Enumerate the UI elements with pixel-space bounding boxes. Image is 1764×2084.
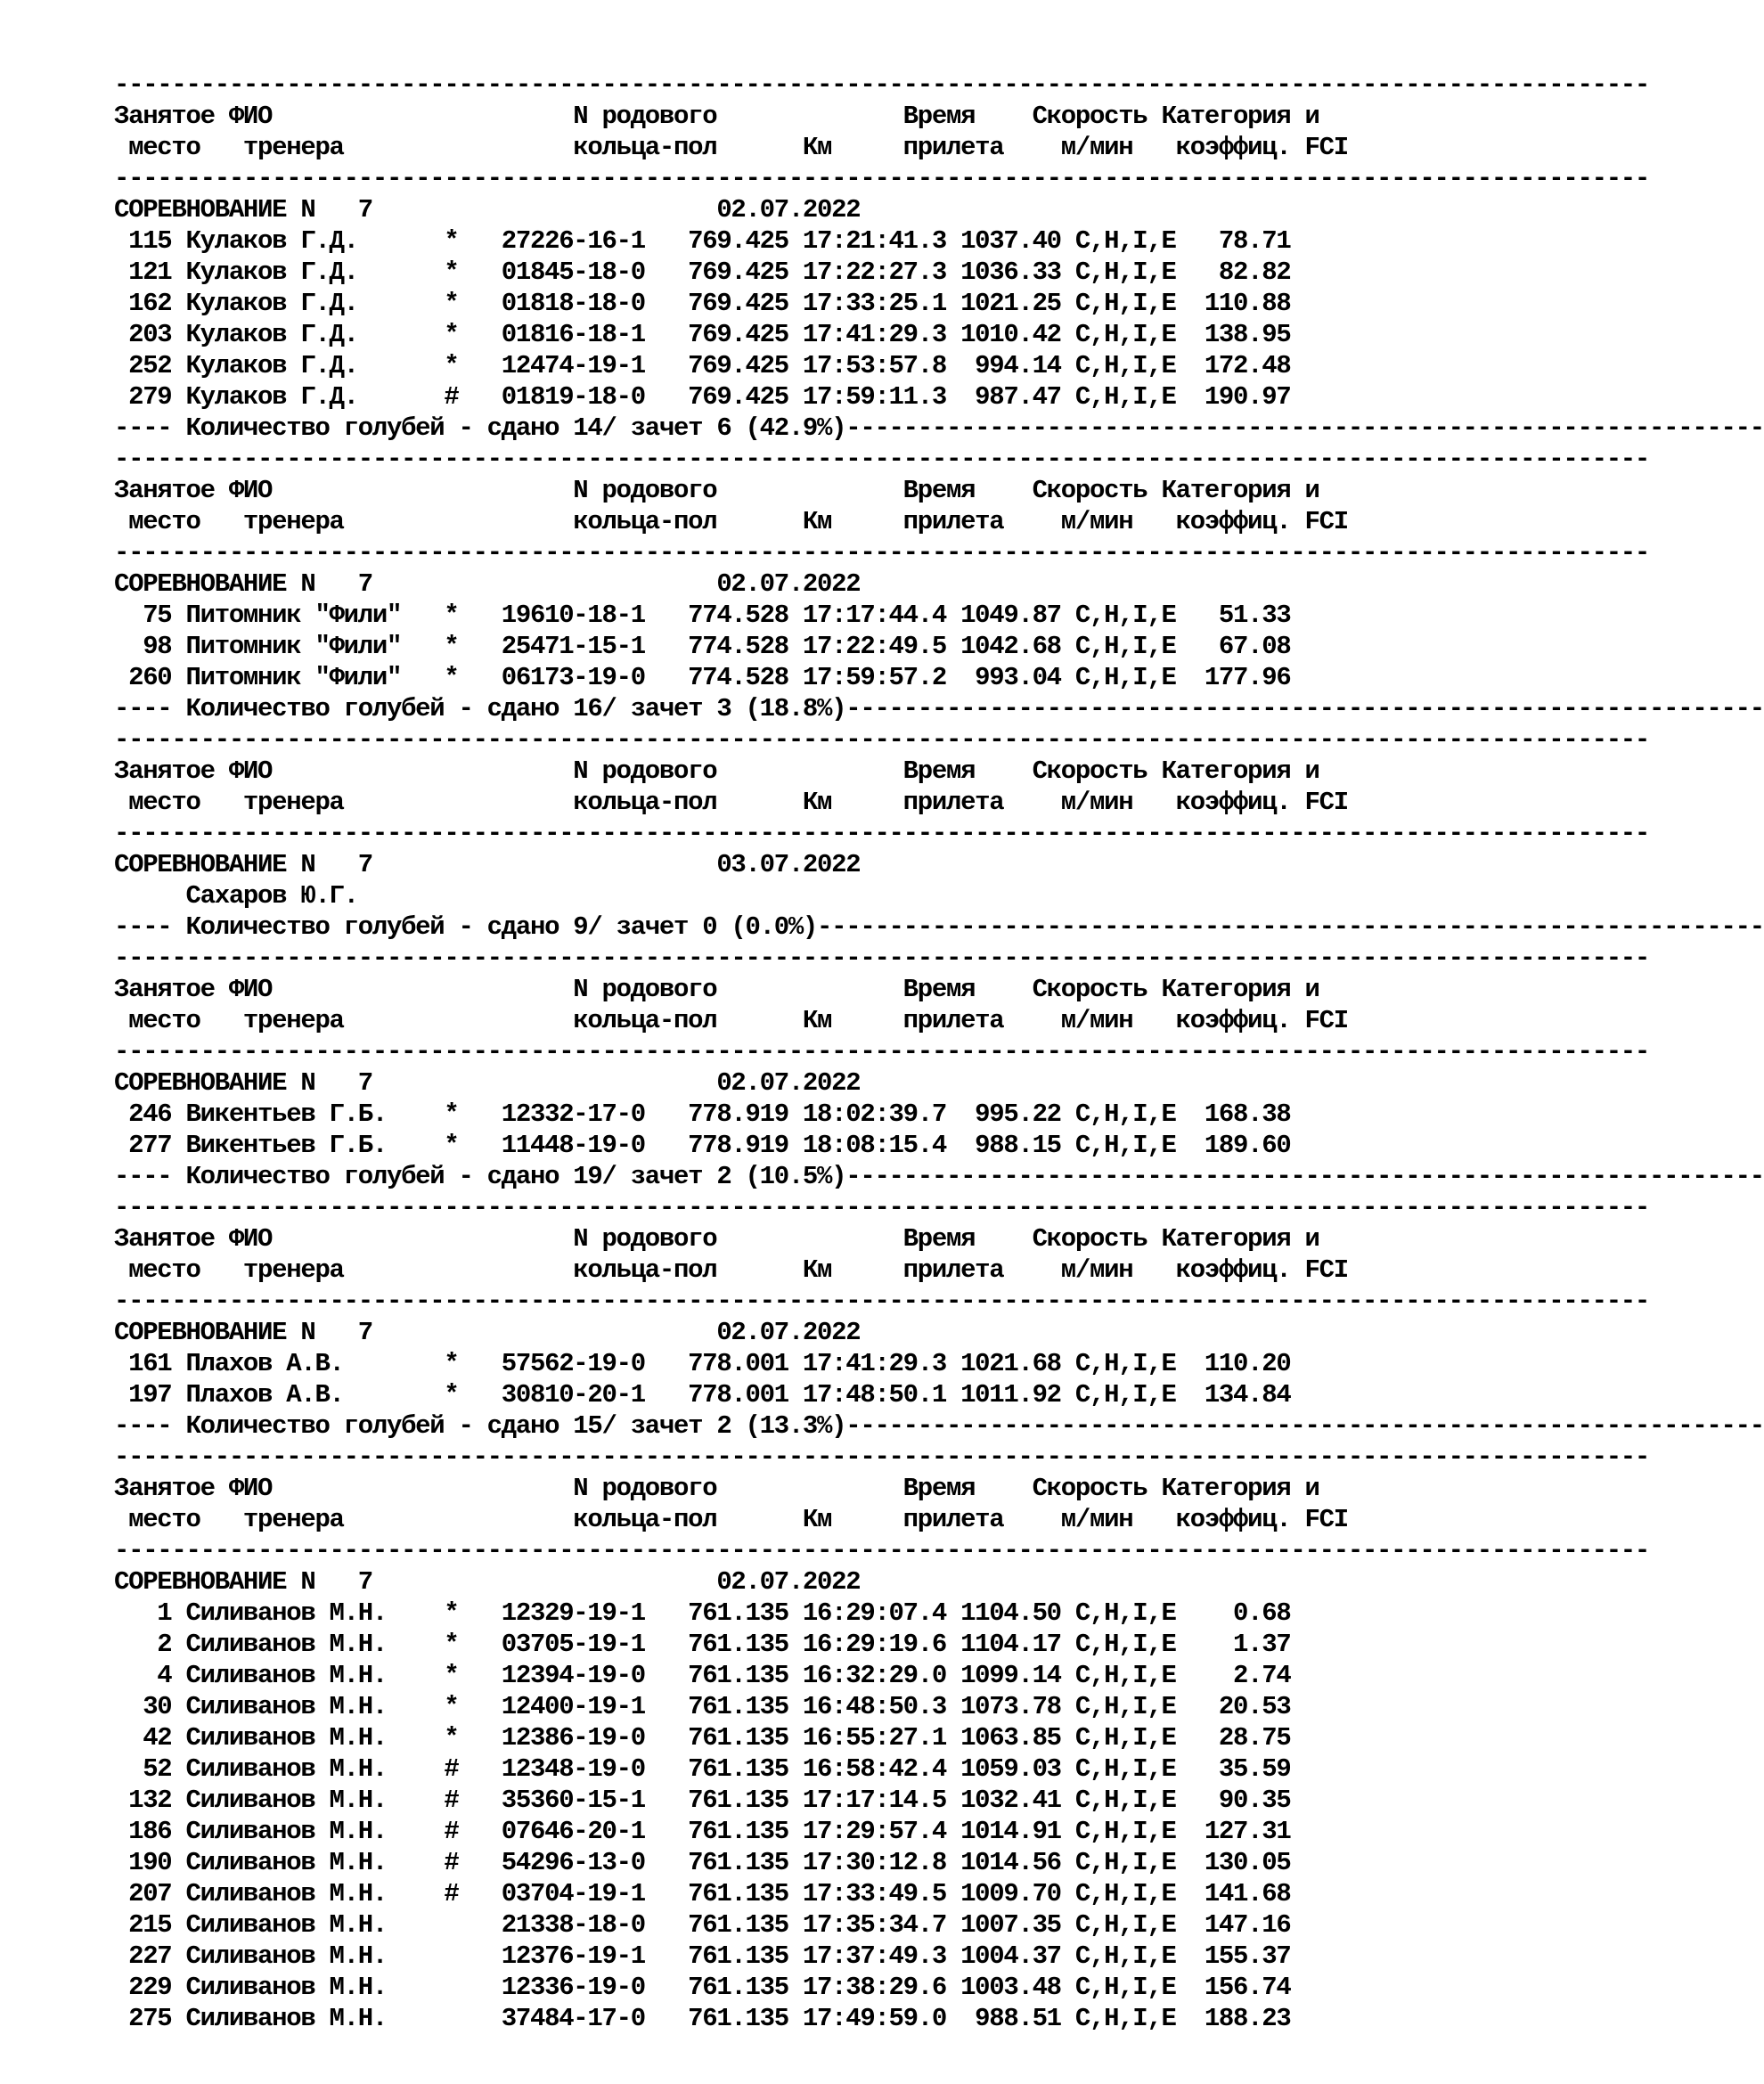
competition-heading: СОРЕВНОВАНИЕ N 7 02.07.2022	[114, 569, 861, 599]
section-summary: ---- Количество голубей - сдано 9/ зачет 0 (0.0%)------------------------------------------------------------------	[114, 912, 1764, 942]
fancier-name-line: Сахаров Ю.Г.	[114, 881, 358, 911]
competition-heading: СОРЕВНОВАНИЕ N 7 03.07.2022	[114, 850, 861, 879]
result-row: 186 Силиванов М.Н. # 07646-20-1 761.135 17:29:57.4 1014.91 C,H,I,E 127.31	[114, 1817, 1291, 1846]
separator-line: -----------------------------------------------------------------------------------------------------------	[114, 445, 1650, 474]
separator-line: -----------------------------------------------------------------------------------------------------------	[114, 164, 1650, 193]
result-row: 252 Кулаков Г.Д. * 12474-19-1 769.425 17:53:57.8 994.14 C,H,I,E 172.48	[114, 351, 1291, 380]
separator-line: -----------------------------------------------------------------------------------------------------------	[114, 725, 1650, 755]
column-header-line-1: Занятое ФИО N родового Время Скорость Категория и	[114, 476, 1319, 505]
separator-line: -----------------------------------------------------------------------------------------------------------	[114, 944, 1650, 973]
result-row: 161 Плахов А.В. * 57562-19-0 778.001 17:41:29.3 1021.68 C,H,I,E 110.20	[114, 1349, 1291, 1378]
separator-line: -----------------------------------------------------------------------------------------------------------	[114, 538, 1650, 568]
result-row: 162 Кулаков Г.Д. * 01818-18-0 769.425 17:33:25.1 1021.25 C,H,I,E 110.88	[114, 289, 1291, 318]
separator-line: -----------------------------------------------------------------------------------------------------------	[114, 70, 1650, 100]
column-header-line-2: место тренера кольца-пол Км прилета м/мин коэффиц. FCI	[114, 788, 1348, 817]
result-row: 279 Кулаков Г.Д. # 01819-18-0 769.425 17:59:11.3 987.47 C,H,I,E 190.97	[114, 382, 1291, 412]
column-header-line-2: место тренера кольца-пол Км прилета м/мин коэффиц. FCI	[114, 1505, 1348, 1534]
result-row: 132 Силиванов М.Н. # 35360-15-1 761.135 17:17:14.5 1032.41 C,H,I,E 90.35	[114, 1786, 1291, 1815]
column-header-line-1: Занятое ФИО N родового Время Скорость Категория и	[114, 756, 1319, 786]
section-summary: ---- Количество голубей - сдано 16/ зачет 3 (18.8%)----------------------------------------------------------------	[114, 694, 1764, 723]
result-row: 207 Силиванов М.Н. # 03704-19-1 761.135 17:33:49.5 1009.70 C,H,I,E 141.68	[114, 1879, 1291, 1908]
column-header-line-2: место тренера кольца-пол Км прилета м/мин коэффиц. FCI	[114, 1255, 1348, 1285]
competition-heading: СОРЕВНОВАНИЕ N 7 02.07.2022	[114, 1068, 861, 1098]
column-header-line-2: место тренера кольца-пол Км прилета м/мин коэффиц. FCI	[114, 507, 1348, 536]
result-row: 260 Питомник "Фили" * 06173-19-0 774.528 17:59:57.2 993.04 C,H,I,E 177.96	[114, 663, 1291, 692]
results-document	[114, 69, 1764, 2034]
column-header-line-1: Занятое ФИО N родового Время Скорость Категория и	[114, 1224, 1319, 1254]
column-header-line-2: место тренера кольца-пол Км прилета м/мин коэффиц. FCI	[114, 133, 1348, 162]
result-row: 190 Силиванов М.Н. # 54296-13-0 761.135 17:30:12.8 1014.56 C,H,I,E 130.05	[114, 1848, 1291, 1877]
separator-line: -----------------------------------------------------------------------------------------------------------	[114, 819, 1650, 848]
result-row: 229 Силиванов М.Н. 12336-19-0 761.135 17:38:29.6 1003.48 C,H,I,E 156.74	[114, 1973, 1291, 2002]
result-row: 4 Силиванов М.Н. * 12394-19-0 761.135 16:32:29.0 1099.14 C,H,I,E 2.74	[114, 1661, 1291, 1690]
result-row: 277 Викентьев Г.Б. * 11448-19-0 778.919 18:08:15.4 988.15 C,H,I,E 189.60	[114, 1131, 1291, 1160]
column-header-line-2: место тренера кольца-пол Км прилета м/мин коэффиц. FCI	[114, 1006, 1348, 1035]
section-summary: ---- Количество голубей - сдано 19/ зачет 2 (10.5%)----------------------------------------------------------------	[114, 1162, 1764, 1191]
result-row: 215 Силиванов М.Н. 21338-18-0 761.135 17:35:34.7 1007.35 C,H,I,E 147.16	[114, 1910, 1291, 1940]
result-row: 2 Силиванов М.Н. * 03705-19-1 761.135 16:29:19.6 1104.17 C,H,I,E 1.37	[114, 1630, 1291, 1659]
result-row: 42 Силиванов М.Н. * 12386-19-0 761.135 16:55:27.1 1063.85 C,H,I,E 28.75	[114, 1723, 1291, 1753]
column-header-line-1: Занятое ФИО N родового Время Скорость Категория и	[114, 1474, 1319, 1503]
separator-line: -----------------------------------------------------------------------------------------------------------	[114, 1037, 1650, 1067]
result-row: 197 Плахов А.В. * 30810-20-1 778.001 17:48:50.1 1011.92 C,H,I,E 134.84	[114, 1380, 1291, 1410]
competition-heading: СОРЕВНОВАНИЕ N 7 02.07.2022	[114, 195, 861, 225]
section-summary: ---- Количество голубей - сдано 14/ зачет 6 (42.9%)----------------------------------------------------------------	[114, 413, 1764, 443]
result-row: 52 Силиванов М.Н. # 12348-19-0 761.135 16:58:42.4 1059.03 C,H,I,E 35.59	[114, 1754, 1291, 1784]
separator-line: -----------------------------------------------------------------------------------------------------------	[114, 1193, 1650, 1222]
separator-line: -----------------------------------------------------------------------------------------------------------	[114, 1536, 1650, 1565]
separator-line: -----------------------------------------------------------------------------------------------------------	[114, 1287, 1650, 1316]
result-row: 30 Силиванов М.Н. * 12400-19-1 761.135 16:48:50.3 1073.78 C,H,I,E 20.53	[114, 1692, 1291, 1721]
result-row: 115 Кулаков Г.Д. * 27226-16-1 769.425 17:21:41.3 1037.40 C,H,I,E 78.71	[114, 226, 1291, 256]
column-header-line-1: Занятое ФИО N родового Время Скорость Категория и	[114, 102, 1319, 131]
result-row: 75 Питомник "Фили" * 19610-18-1 774.528 17:17:44.4 1049.87 C,H,I,E 51.33	[114, 601, 1291, 630]
result-row: 227 Силиванов М.Н. 12376-19-1 761.135 17:37:49.3 1004.37 C,H,I,E 155.37	[114, 1941, 1291, 1971]
section-summary: ---- Количество голубей - сдано 15/ зачет 2 (13.3%)----------------------------------------------------------------	[114, 1411, 1764, 1441]
result-row: 203 Кулаков Г.Д. * 01816-18-1 769.425 17:41:29.3 1010.42 C,H,I,E 138.95	[114, 320, 1291, 349]
result-row: 98 Питомник "Фили" * 25471-15-1 774.528 17:22:49.5 1042.68 C,H,I,E 67.08	[114, 632, 1291, 661]
separator-line: -----------------------------------------------------------------------------------------------------------	[114, 1442, 1650, 1472]
result-row: 246 Викентьев Г.Б. * 12332-17-0 778.919 18:02:39.7 995.22 C,H,I,E 168.38	[114, 1099, 1291, 1129]
result-row: 121 Кулаков Г.Д. * 01845-18-0 769.425 17:22:27.3 1036.33 C,H,I,E 82.82	[114, 257, 1291, 287]
competition-heading: СОРЕВНОВАНИЕ N 7 02.07.2022	[114, 1567, 861, 1597]
result-row: 275 Силиванов М.Н. 37484-17-0 761.135 17:49:59.0 988.51 C,H,I,E 188.23	[114, 2004, 1291, 2033]
result-row: 1 Силиванов М.Н. * 12329-19-1 761.135 16:29:07.4 1104.50 C,H,I,E 0.68	[114, 1598, 1291, 1628]
column-header-line-1: Занятое ФИО N родового Время Скорость Категория и	[114, 975, 1319, 1004]
competition-heading: СОРЕВНОВАНИЕ N 7 02.07.2022	[114, 1318, 861, 1347]
